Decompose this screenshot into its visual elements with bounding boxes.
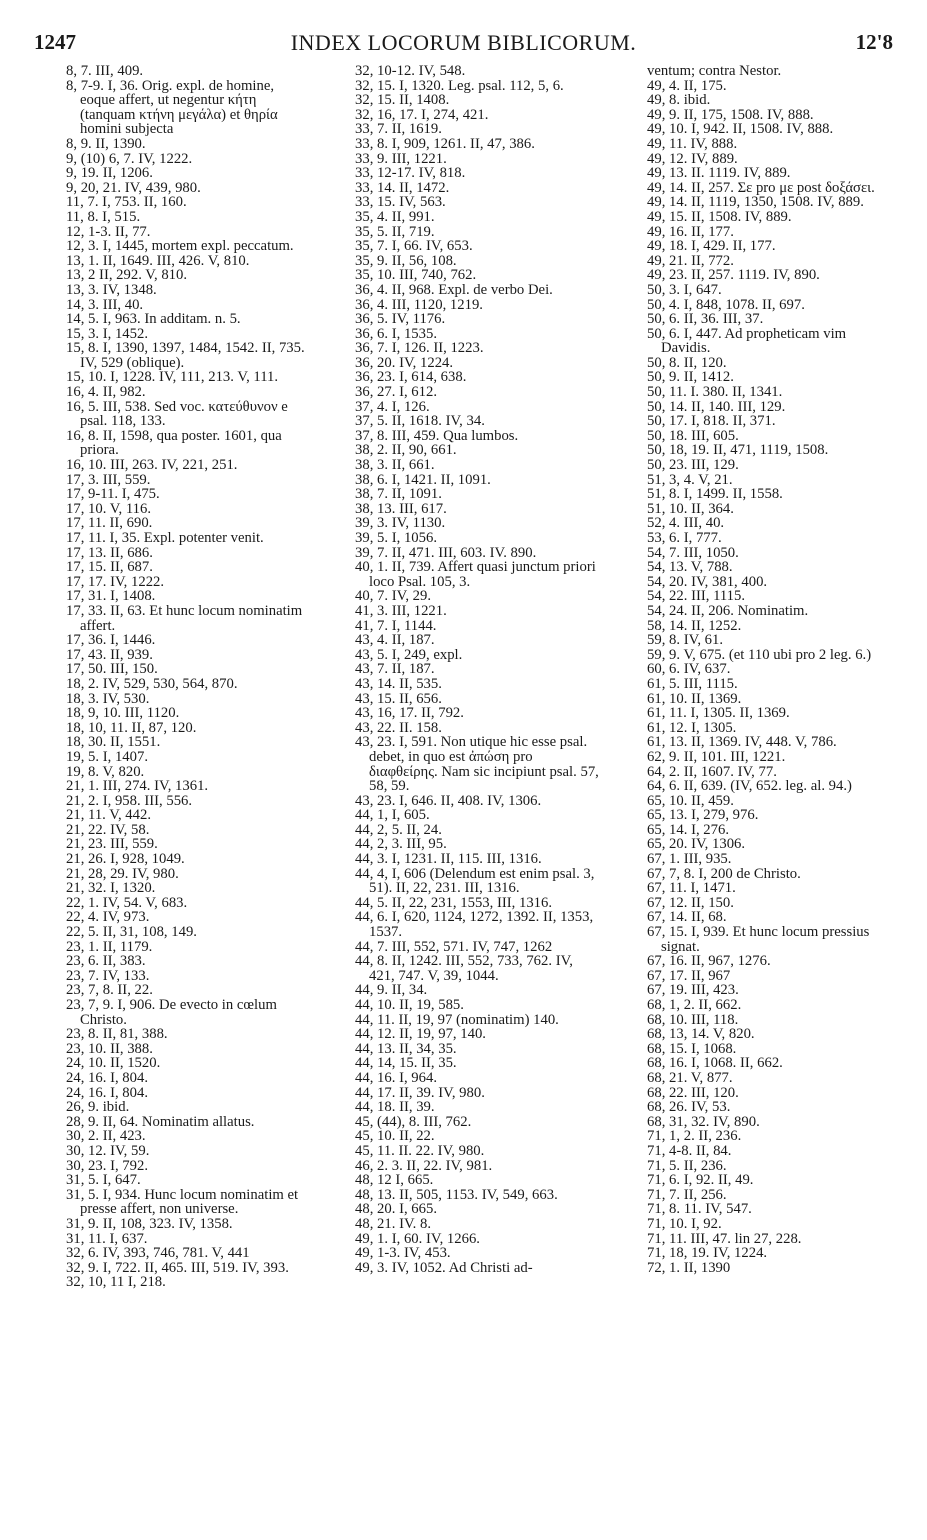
index-entry: 32, 9. I, 722. II, 465. III, 519. IV, 393. — [66, 1259, 289, 1276]
index-entry: 49, 3. IV, 1052. Ad Christi ad- — [355, 1259, 533, 1276]
index-entry: 33, 14. II, 1472. — [355, 179, 450, 196]
index-entry: 21, 28, 29. IV, 980. — [66, 865, 179, 882]
index-entry: 44, 9. II, 34. — [355, 982, 428, 999]
index-entry: 43, 16, 17. II, 792. — [355, 705, 464, 722]
index-entry: 35, 4. II, 991. — [355, 208, 435, 225]
index-entry: 15, 10. I, 1228. IV, 111, 213. V, 111. — [66, 369, 279, 386]
index-entry: 21, 11. V, 442. — [66, 807, 152, 824]
index-entry: 17, 50. III, 150. — [66, 661, 158, 678]
index-entry: 28, 9. II, 64. Nominatim allatus. — [66, 1113, 255, 1130]
index-entry: 43, 4. II, 187. — [355, 632, 435, 649]
index-entry: 38, 7. II, 1091. — [355, 486, 442, 503]
index-entry: 49, 1. I, 60. IV, 1266. — [355, 1230, 480, 1247]
index-entry: 22, 1. IV, 54. V, 683. — [66, 894, 188, 911]
index-entry: 37, 5. II, 1618. IV, 34. — [355, 413, 485, 430]
index-entry: 49, 18. I, 429. II, 177. — [647, 238, 776, 255]
index-entry: 15, 3. I, 1452. — [66, 325, 149, 342]
index-entry: 44, 2, 3. III, 95. — [355, 836, 447, 853]
index-entry: 32, 6. IV, 393, 746, 781. V, 441 — [66, 1245, 250, 1262]
index-entry: 53, 6. I, 777. — [647, 530, 722, 546]
index-entry: 44, 5. II, 22, 231, 1553, III, 1316. — [355, 894, 553, 911]
index-entry: 58, 14. II, 1252. — [647, 617, 742, 634]
index-entry: 71, 1, 2. II, 236. — [647, 1128, 742, 1145]
index-entry: 39, 5. I, 1056. — [355, 530, 438, 546]
index-entry: 32, 10-12. IV, 548. — [355, 63, 466, 79]
index-entry: 33, 12-17. IV, 818. — [355, 165, 466, 182]
index-entry: 12, 3. I, 1445, mortem expl. peccatum. — [66, 238, 294, 255]
index-entry: 49, 16. II, 177. — [647, 223, 734, 240]
index-entry: 31, 11. I, 637. — [66, 1230, 148, 1247]
index-entry: 48, 13. II, 505, 1153. IV, 549, 663. — [355, 1186, 558, 1203]
index-entry: 61, 13. II, 1369. IV, 448. V, 786. — [647, 734, 837, 751]
index-entry: 51, 3, 4. V, 21. — [647, 471, 733, 488]
index-entry: ventum; contra Nestor. — [647, 63, 782, 79]
index-entry: 36, 23. I, 614, 638. — [355, 369, 467, 386]
index-entry: 49, 4. II, 175. — [647, 77, 727, 94]
index-entry: 35, 7. I, 66. IV, 653. — [355, 238, 473, 255]
index-entry: 50, 9. II, 1412. — [647, 369, 734, 386]
index-entry: 50, 18, 19. II, 471, 1119, 1508. — [647, 442, 829, 459]
index-entry: 44, 18. II, 39. — [355, 1099, 435, 1116]
index-entry: 49, 14. II, 257. Σε pro με post δοξάσει. — [647, 179, 875, 196]
index-entry: 67, 1. III, 935. — [647, 851, 732, 868]
index-entry: 17, 11. II, 690. — [66, 515, 153, 532]
index-entry: 49, 11. IV, 888. — [647, 135, 738, 152]
index-entry: 48, 21. IV. 8. — [355, 1215, 432, 1232]
index-entry: 21, 26. I, 928, 1049. — [66, 851, 185, 868]
index-entry: 13, 2 II, 292. V, 810. — [66, 267, 188, 284]
index-entry: 67, 12. II, 150. — [647, 894, 734, 911]
index-entry: 36, 20. IV, 1224. — [355, 354, 454, 371]
index-entry: 24, 10. II, 1520. — [66, 1055, 161, 1072]
index-entry: 45, 10. II, 22. — [355, 1128, 435, 1145]
index-entry: 18, 2. IV, 529, 530, 564, 870. — [66, 675, 238, 692]
index-entry: 21, 22. IV, 58. — [66, 821, 150, 838]
index-entry: 32, 16, 17. I, 274, 421. — [355, 106, 489, 123]
index-entry: 44, 4, I, 606 (Delendum est enim psal. 3, 51). II, 22, 231. III, 1316. — [355, 865, 595, 897]
index-entry: 11, 7. I, 753. II, 160. — [66, 194, 187, 211]
index-entry: 33, 7. II, 1619. — [355, 121, 442, 138]
index-entry: 21, 2. I, 958. III, 556. — [66, 792, 193, 809]
index-entry: 48, 20. I, 665. — [355, 1201, 438, 1218]
index-entry: 45, (44), 8. III, 762. — [355, 1113, 472, 1130]
index-entry: 31, 5. I, 647. — [66, 1172, 141, 1189]
index-entry: 37, 8. III, 459. Qua lumbos. — [355, 427, 519, 444]
index-entry: 62, 9. II, 101. III, 1221. — [647, 748, 786, 765]
index-entry: 68, 16. I, 1068. II, 662. — [647, 1055, 783, 1072]
index-entry: 48, 12 I, 665. — [355, 1172, 434, 1189]
index-entry: 44, 16. I, 964. — [355, 1069, 438, 1086]
index-entry: 65, 10. II, 459. — [647, 792, 734, 809]
index-entry: 21, 1. III, 274. IV, 1361. — [66, 778, 209, 795]
index-entry: 61, 5. III, 1115. — [647, 675, 738, 692]
index-entry: 43, 5. I, 249, expl. — [355, 646, 463, 663]
index-entry: 49, 9. II, 175, 1508. IV, 888. — [647, 106, 814, 123]
index-entry: 32, 10, 11 I, 218. — [66, 1274, 166, 1291]
index-entry: 18, 9, 10. III, 1120. — [66, 705, 180, 722]
index-entry: 36, 5. IV, 1176. — [355, 311, 446, 328]
index-entry: 61, 10. II, 1369. — [647, 690, 742, 707]
index-entry: 44, 3. I, 1231. II, 115. III, 1316. — [355, 851, 542, 868]
index-entry: 40, 1. II, 739. Affert quasi junctum priori loco Psal. 105, 3. — [355, 559, 596, 590]
index-entry: 54, 7. III, 1050. — [647, 544, 739, 561]
index-entry: 17, 36. I, 1446. — [66, 632, 156, 649]
page-header — [34, 30, 893, 60]
index-entry: 14, 5. I, 963. In additam. n. 5. — [66, 311, 241, 328]
index-entry: 54, 22. III, 1115. — [647, 588, 746, 605]
index-entry: 36, 4. III, 1120, 1219. — [355, 296, 483, 313]
index-entry: 32, 15. II, 1408. — [355, 92, 450, 109]
index-entry: 32, 15. I, 1320. Leg. psal. 112, 5, 6. — [355, 77, 564, 94]
index-entry: 23, 1. II, 1179. — [66, 938, 153, 955]
index-entry: 65, 13. I, 279, 976. — [647, 807, 759, 824]
index-entry: 67, 17. II, 967 — [647, 967, 731, 984]
index-entry: 14, 3. III, 40. — [66, 296, 144, 313]
index-entry: 50, 3. I, 647. — [647, 281, 722, 298]
index-entry: 17, 15. II, 687. — [66, 559, 153, 576]
index-entry: 67, 7, 8. I, 200 de Christo. — [647, 865, 801, 882]
index-entry: 71, 5. II, 236. — [647, 1157, 727, 1174]
index-entry: 36, 27. I, 612. — [355, 384, 438, 401]
index-entry: 71, 7. II, 256. — [647, 1186, 727, 1203]
index-entry: 39, 3. IV, 1130. — [355, 515, 446, 532]
index-entry: 36, 7. I, 126. II, 1223. — [355, 340, 484, 357]
index-entry: 17, 11. I, 35. Expl. potenter venit. — [66, 530, 264, 546]
index-entry: 71, 4-8. II, 84. — [647, 1142, 732, 1159]
index-entry: 12, 1-3. II, 77. — [66, 223, 151, 240]
index-entry: 64, 2. II, 1607. IV, 77. — [647, 763, 777, 780]
index-entry: 51, 8. I, 1499. II, 1558. — [647, 486, 783, 503]
index-entry: 49, 8. ibid. — [647, 92, 711, 109]
index-entry: 17, 3. III, 559. — [66, 471, 151, 488]
index-entry: 60, 6. IV, 637. — [647, 661, 731, 678]
index-entry: 38, 13. III, 617. — [355, 500, 447, 517]
index-entry: 71, 8. 11. IV, 547. — [647, 1201, 752, 1218]
index-entry: 43, 14. II, 535. — [355, 675, 442, 692]
index-entry: 36, 4. II, 968. Expl. de verbo Dei. — [355, 281, 553, 298]
index-entry: 18, 10, 11. II, 87, 120. — [66, 719, 197, 736]
index-entry: 45, 11. II. 22. IV, 980. — [355, 1142, 485, 1159]
index-entry: 54, 20. IV, 381, 400. — [647, 573, 768, 590]
index-entry: 17, 9-11. I, 475. — [66, 486, 160, 503]
index-entry: 50, 23. III, 129. — [647, 457, 739, 474]
index-entry: 41, 3. III, 1221. — [355, 602, 447, 619]
index-entry: 38, 3. II, 661. — [355, 457, 435, 474]
index-entry: 23, 8. II, 81, 388. — [66, 1026, 168, 1043]
index-entry: 50, 14. II, 140. III, 129. — [647, 398, 786, 415]
index-entry: 49, 10. I, 942. II, 1508. IV, 888. — [647, 121, 834, 138]
index-entry: 9, 19. II, 1206. — [66, 165, 153, 182]
index-entry: 16, 10. III, 263. IV, 221, 251. — [66, 457, 238, 474]
index-entry: 68, 22. III, 120. — [647, 1084, 739, 1101]
index-entry: 18, 30. II, 1551. — [66, 734, 161, 751]
index-entry: 67, 14. II, 68. — [647, 909, 727, 926]
index-entry: 8, 7-9. I, 36. Orig. expl. de homine, eoque affert, ut negentur κήτη (tanquam κτήνη μεγάλα) et θηρία homini subjecta — [66, 77, 278, 138]
index-entry: 61, 12. I, 1305. — [647, 719, 737, 736]
index-entry: 44, 7. III, 552, 571. IV, 747, 1262 — [355, 938, 553, 955]
index-entry: 68, 21. V, 877. — [647, 1069, 733, 1086]
index-entry: 16, 8. II, 1598, qua poster. 1601, qua priora. — [66, 427, 282, 459]
index-entry: 22, 5. II, 31, 108, 149. — [66, 924, 197, 941]
page-number-left: 1247 — [34, 30, 76, 54]
index-entry: 44, 10. II, 19, 585. — [355, 997, 464, 1013]
index-entry: 65, 14. I, 276. — [647, 821, 730, 838]
index-entry: 72, 1. II, 1390 — [647, 1259, 731, 1276]
index-entry: 23, 10. II, 388. — [66, 1040, 153, 1057]
index-entry: 8, 9. II, 1390. — [66, 135, 146, 152]
index-entry: 13, 1. II, 1649. III, 426. V, 810. — [66, 252, 250, 269]
index-entry: 23, 7, 9. I, 906. De evecto in cœlum Christo. — [66, 997, 277, 1028]
index-entry: 41, 7. I, 1144. — [355, 617, 437, 634]
index-entry: 18, 3. IV, 530. — [66, 690, 150, 707]
index-entry: 17, 17. IV, 1222. — [66, 573, 165, 590]
index-entry: 44, 13. II, 34, 35. — [355, 1040, 457, 1057]
index-entry: 13, 3. IV, 1348. — [66, 281, 157, 298]
index-entry: 71, 10. I, 92. — [647, 1215, 722, 1232]
index-entry: 71, 6. I, 92. II, 49. — [647, 1172, 754, 1189]
index-entry: 44, 14, 15. II, 35. — [355, 1055, 457, 1072]
index-entry: 40, 7. IV, 29. — [355, 588, 432, 605]
index-entry: 50, 6. II, 36. III, 37. — [647, 311, 764, 328]
index-entry: 9, 20, 21. IV, 439, 980. — [66, 179, 201, 196]
index-entry: 68, 13, 14. V, 820. — [647, 1026, 755, 1043]
index-entry: 43, 23. I, 591. Non utique hic esse psal. debet, in quo est ἀπώση pro διαφθείρης. Nam sic incipiunt psal. 57, 58, 59. — [355, 734, 599, 795]
index-entry: 71, 18, 19. IV, 1224. — [647, 1245, 768, 1262]
index-entry: 44, 6. I, 620, 1124, 1272, 1392. II, 1353, 1537. — [355, 909, 594, 941]
index-entry: 23, 6. II, 383. — [66, 953, 146, 970]
index-entry: 67, 16. II, 967, 1276. — [647, 953, 771, 970]
index-entry: 35, 9. II, 56, 108. — [355, 252, 457, 269]
index-entry: 68, 1, 2. II, 662. — [647, 997, 742, 1013]
index-entry: 61, 11. I, 1305. II, 1369. — [647, 705, 790, 722]
index-entry: 21, 23. III, 559. — [66, 836, 158, 853]
index-entry: 23, 7. IV, 133. — [66, 967, 150, 984]
index-entry: 44, 12. II, 19, 97, 140. — [355, 1026, 486, 1043]
index-entry: 16, 5. III, 538. Sed voc. κατεύθυνον e psal. 118, 133. — [66, 398, 288, 430]
index-entry: 39, 7. II, 471. III, 603. IV. 890. — [355, 544, 537, 561]
page-number-right: 12'8 — [855, 30, 893, 54]
index-column-1 — [66, 64, 311, 1290]
index-entry: 67, 15. I, 939. Et hunc locum pressius signat. — [647, 924, 870, 955]
index-entry: 26, 9. ibid. — [66, 1099, 130, 1116]
index-entry: 8, 7. III, 409. — [66, 63, 144, 79]
index-entry: 44, 2, 5. II, 24. — [355, 821, 442, 838]
index-entry: 49, 1-3. IV, 453. — [355, 1245, 451, 1262]
index-entry: 17, 10. V, 116. — [66, 500, 152, 517]
index-entry: 49, 23. II, 257. 1119. IV, 890. — [647, 267, 820, 284]
index-entry: 51, 10. II, 364. — [647, 500, 734, 517]
index-entry: 52, 4. III, 40. — [647, 515, 725, 532]
index-entry: 50, 11. I. 380. II, 1341. — [647, 384, 783, 401]
index-entry: 17, 43. II, 939. — [66, 646, 153, 663]
index-entry: 50, 17. I, 818. II, 371. — [647, 413, 776, 430]
index-entry: 44, 17. II, 39. IV, 980. — [355, 1084, 485, 1101]
index-entry: 50, 8. II, 120. — [647, 354, 727, 371]
index-entry: 44, 1, I, 605. — [355, 807, 430, 824]
index-entry: 19, 8. V, 820. — [66, 763, 145, 780]
index-entry: 33, 8. I, 909, 1261. II, 47, 386. — [355, 135, 535, 152]
index-entry: 49, 14. II, 1119, 1350, 1508. IV, 889. — [647, 194, 864, 211]
index-entry: 43, 22. II. 158. — [355, 719, 442, 736]
index-entry: 67, 11. I, 1471. — [647, 880, 736, 897]
index-entry: 37, 4. I, 126. — [355, 398, 430, 415]
index-entry: 49, 15. II, 1508. IV, 889. — [647, 208, 792, 225]
index-entry: 49, 12. IV, 889. — [647, 150, 738, 167]
index-entry: 68, 26. IV, 53. — [647, 1099, 731, 1116]
index-entry: 33, 9. III, 1221. — [355, 150, 447, 167]
index-entry: 17, 33. II, 63. Et hunc locum nominatim affert. — [66, 602, 303, 634]
index-entry: 16, 4. II, 982. — [66, 384, 146, 401]
index-entry: 19, 5. I, 1407. — [66, 748, 149, 765]
index-entry: 22, 4. IV, 973. — [66, 909, 150, 926]
index-entry: 49, 21. II, 772. — [647, 252, 734, 269]
index-entry: 9, (10) 6, 7. IV, 1222. — [66, 150, 193, 167]
index-entry: 44, 11. II, 19, 97 (nominatim) 140. — [355, 1011, 559, 1028]
index-entry: 50, 4. I, 848, 1078. II, 697. — [647, 296, 805, 313]
index-column-2 — [355, 64, 602, 1275]
index-column-3 — [647, 64, 893, 1275]
index-entry: 46, 2. 3. II, 22. IV, 981. — [355, 1157, 493, 1174]
index-entry: 43, 23. I, 646. II, 408. IV, 1306. — [355, 792, 542, 809]
index-entry: 23, 7, 8. II, 22. — [66, 982, 153, 999]
index-entry: 50, 6. I, 447. Ad propheticam vim Davidis. — [647, 325, 847, 357]
index-entry: 64, 6. II, 639. (IV, 652. leg. al. 94.) — [647, 778, 852, 795]
index-entry: 30, 12. IV, 59. — [66, 1142, 150, 1159]
index-entry: 54, 13. V, 788. — [647, 559, 733, 576]
index-entry: 21, 32. I, 1320. — [66, 880, 156, 897]
index-entry: 30, 23. I, 792. — [66, 1157, 149, 1174]
index-entry: 38, 6. I, 1421. II, 1091. — [355, 471, 491, 488]
index-entry: 59, 8. IV, 61. — [647, 632, 724, 649]
index-entry: 43, 7. II, 187. — [355, 661, 435, 678]
index-entry: 31, 9. II, 108, 323. IV, 1358. — [66, 1215, 233, 1232]
index-entry: 44, 8. II, 1242. III, 552, 733, 762. IV, 421, 747. V, 39, 1044. — [355, 953, 573, 984]
index-entry: 36, 6. I, 1535. — [355, 325, 438, 342]
index-entry: 59, 9. V, 675. (et 110 ubi pro 2 leg. 6.) — [647, 646, 872, 663]
index-entry: 68, 15. I, 1068. — [647, 1040, 737, 1057]
index-entry: 17, 31. I, 1408. — [66, 588, 156, 605]
index-entry: 68, 10. III, 118. — [647, 1011, 739, 1028]
index-entry: 30, 2. II, 423. — [66, 1128, 146, 1145]
index-entry: 24, 16. I, 804. — [66, 1084, 149, 1101]
index-entry: 49, 13. II. 1119. IV, 889. — [647, 165, 791, 182]
index-entry: 68, 31, 32. IV, 890. — [647, 1113, 760, 1130]
index-entry: 15, 8. I, 1390, 1397, 1484, 1542. II, 735. IV, 529 (oblique). — [66, 340, 305, 371]
index-entry: 65, 20. IV, 1306. — [647, 836, 746, 853]
page-title: INDEX LOCORUM BIBLICORUM. — [290, 30, 637, 55]
index-entry: 35, 10. III, 740, 762. — [355, 267, 477, 284]
index-entry: 17, 13. II, 686. — [66, 544, 153, 561]
index-entry: 50, 18. III, 605. — [647, 427, 739, 444]
index-entry: 35, 5. II, 719. — [355, 223, 435, 240]
index-entry: 54, 24. II, 206. Nominatim. — [647, 602, 809, 619]
index-entry: 67, 19. III, 423. — [647, 982, 739, 999]
index-entry: 71, 11. III, 47. lin 27, 228. — [647, 1230, 802, 1247]
index-entry: 38, 2. II, 90, 661. — [355, 442, 457, 459]
index-entry: 31, 5. I, 934. Hunc locum nominatim et presse affert, non universe. — [66, 1186, 299, 1218]
index-entry: 33, 15. IV, 563. — [355, 194, 446, 211]
index-entry: 11, 8. I, 515. — [66, 208, 141, 225]
index-entry: 43, 15. II, 656. — [355, 690, 442, 707]
index-entry: 24, 16. I, 804. — [66, 1069, 149, 1086]
